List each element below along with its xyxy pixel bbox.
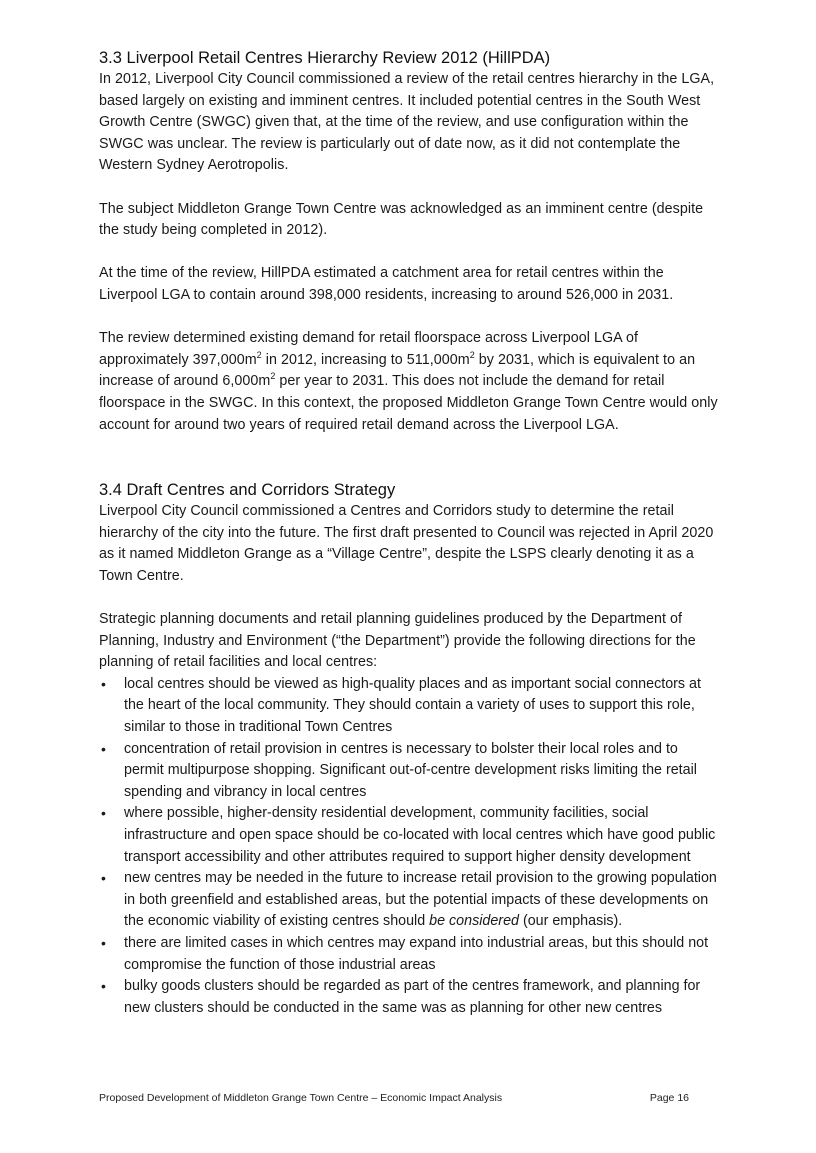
bullet-icon: •: [101, 934, 106, 951]
list-item: • bulky goods clusters should be regarded as part of the centres framework, and planning for new clusters should be conducted in the same was as planning for other new centres: [101, 978, 701, 1016]
paragraph: Strategic planning documents and retail planning guidelines produced by the Department of Planning, Industry and Environment (“the Department”) provide the following directions for the planning of retail facilities and local centres:: [99, 611, 696, 671]
directions-list: [99, 674, 721, 1020]
section-heading-3-3: 3.3 Liverpool Retail Centres Hierarchy Review 2012 (HillPDA): [99, 49, 551, 67]
bullet-icon: •: [101, 978, 106, 995]
bullet-icon: •: [101, 805, 106, 822]
paragraph: At the time of the review, HillPDA estimated a catchment area for retail centres within the Liverpool LGA to contain around 398,000 residents, increasing to around 526,000 in 2031.: [99, 265, 674, 303]
page-number: Page 16: [649, 1092, 689, 1104]
page-footer: [99, 1092, 689, 1104]
bullet-icon: •: [101, 740, 106, 757]
list-item: • where possible, higher-density residential development, community facilities, social infrastructure and open space should be co-located with local centres which have good public transport accessibility and other attributes required to support higher density development: [101, 805, 716, 865]
page-content: [99, 47, 721, 1019]
footer-title: Proposed Development of Middleton Grange Town Centre – Economic Impact Analysis: [99, 1092, 503, 1104]
paragraph: The subject Middleton Grange Town Centre was acknowledged as an imminent centre (despite the study being completed in 2012).: [99, 200, 704, 239]
list-item: • local centres should be viewed as high-quality places and as important social connectors at the heart of the local community. They should contain a variety of uses to support this role, similar to those in traditional Town Centres: [101, 675, 701, 736]
paragraph-floorspace: The review determined existing demand for retail floorspace across Liverpool LGA of approximately $397,000m^2$ in 2012, increasing to $511,000m^2$ by 2031, which is equivalent to an increase of around $6,000m^2$ per year to 2031. This does not include the demand for retail floorspace in the SWGC. In this context, the proposed Middleton Grange Town Centre would only account for around two years of required retail demand across the Liverpool LGA.: [99, 330, 718, 433]
list-item: • concentration of retail provision in centres is necessary to bolster their local roles and to permit multipurpose shopping. Significant out-of-centre development risks limiting the retail spending and vibrancy in local centres: [101, 740, 697, 800]
paragraph: In 2012, Liverpool City Council commissioned a review of the retail centres hierarchy in the LGA, based largely on existing and imminent centres. It included potential centres in the South West Growth Centre (SWGC) given that, at the time of the review, and use configuration within the SWGC was unclear. The review is particularly out of date now, as it did not contemplate the Western Sydney Aerotropolis.: [99, 71, 715, 174]
paragraph: Liverpool City Council commissioned a Centres and Corridors study to determine the retail hierarchy of the city into the future. The first draft presented to Council was rejected in April 2020 as it named Middleton Grange as a “Village Centre”, despite the LSPS clearly denoting it as a Town Centre.: [99, 503, 714, 584]
bullet-icon: •: [101, 675, 106, 692]
bullet-icon: •: [101, 870, 106, 887]
list-item: • there are limited cases in which centres may expand into industrial areas, but this should not compromise the function of those industrial areas: [101, 934, 709, 973]
section-heading-3-4: 3.4 Draft Centres and Corridors Strategy: [99, 481, 396, 500]
list-item: • new centres may be needed in the future to increase retail provision to the growing population in both greenfield and established areas, but the potential impacts of these developments on the economic viability of existing centres should be considered (our emphasis).: [101, 870, 717, 930]
